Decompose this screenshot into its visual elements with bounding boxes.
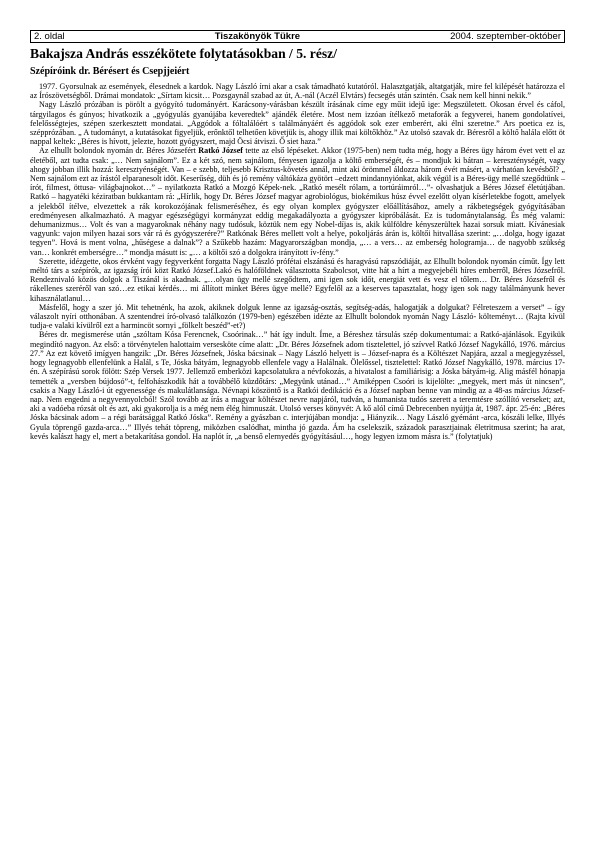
- article-body: [30, 82, 565, 441]
- article-title: Bakajsza András esszékötete folytatásokban / 5. rész/: [30, 46, 337, 61]
- paragraph: Béres dr. megismerése után „szóltam Kósa Ferencnek, Csoórinak…” hát így indult. Íme, a Béreshez társulás szép dokumentumai: a Ratkó-ajánlások. Egyikük megindító nagyon. Az első: a törvénytelen halottaim versesköte címe alatt: „Dr. Béres Józsefnek adom tisztelettel, jó szívvel Ratkó József Nagykálló, 1976. március 27.” Az ezt követő imígyen hangzik: „Dr. Béres Józsefnek, Jóska bácsinak – Nagy László helyett is – József-napra és a Költészet Napjára, azzal a megjegyzéssel, hogy legnagyobb ellenfelünk a Halál, s Te, Jóska bátyám, legnagyobb ellenfele vagy a Halálnak. Ölelőssel, tisztelettel: Ratkó József Nagykálló, 1978. március 17-én. A szépírású sorok fölött: Szép Versek 1977. Jellemző emberközi kapcsolatukra a névfokozás, a hivatalost a familiárisig: a Jóska bátyám-ig. Alig másfél hónapja temették a „versben bújdosó”-t, felfohászkodik hát a továbbélő küzdőtárs: „Megyünk utánad…” Amiképpen Csoóri is kijelölte: „megyek, mert más út nincsen”, csakis a Nagy László-i út egyenessége és makulátlansága. Névnapi köszöntő is a Ratkói dedikáció és a József napban benne van mindig az a 48-as március József-nap. Nem engedni a negyvennyolcból! Szól tovább az írás a magyar költészet nevre napjáról, tudván, a humanista tudós szerett a teremtésre szóllító verseket; azt, aki a vadóeba rózsát olt és azt, aki gyakorolja is a még nem élég himnuszát. Utolsó verses könyvét: A kő alól című Debrecenben nyújtja át, 1987. ápr. 25-én: „Béres Jóska bácsinak adom – a régi barátsággal Ratkó Jóska”. Remény a gyászban c. interjújában mondja: „ Hiányzik… Nagy László gyémánt -arca, kószáli lelke, Illyés Gyula töprengő gazda-arca…” Illyés tehát töpreng, miközben csalódhat, mintha jó gazda. Ám ha cselekszik, századok parasztjainak életritmusa szerint; ha arat, kevés kalászt hagy el, mert a betakarítása gondol. Ha naplót ír, „a benső elernyedés gyógyításául…, hogy legyen izmom másra is.” (folytatjuk): [30, 330, 565, 441]
- issue-date: 2004. szeptember-október: [450, 31, 561, 42]
- page: [30, 30, 565, 441]
- paragraph: 1977. Gyorsulnak az események, élesednek a kardok. Nagy László írni akar a csak támadható kutatóról. Halasztgatják, altatgatják, mire fel kilépését határozza el az Írószövetségből. Drámai mondatok: „Sírtam kicsit… Pozsgaynál szabad az út, A.-nál (Aczél Elvtárs) fecsegés után szintén. Csak nem kell hinni nekik.”: [30, 82, 565, 101]
- paragraph: [30, 146, 565, 256]
- paragraph: Nagy László prózában is pörölt a gyógyító tudományért. Karácsony-várásban készült írásának címe egy műit idejű ige: Megszületett. Okosan érvel és cáfol, tárgyilagos és gúnyos; hivatkozik a „gyógyulás gyanújába keveredtek” ajándék életére. Most nem izzóan ítélkező metaforák a fegyverei, hanem gondolatívei, felelősségtejes, szépen szerkesztett mondatai. „Aggódok a fóltalálóért s találmányáért és aggódok sok ezer emberért, aki élni szeretne.” Ars poetica ez is, szépprózában. „ A tudományt, a kutatásokat figyeljük, erőnktől telhetően követjük is, ahogy illik mai költőkhöz.” Az utolsó szavak dr. Béresről a költő halála előtt öt nappal keltek: „Béres is hívott, jelezte, hozott gyógyszert, majd Öcsi átviszi. Ő siet haza.”: [30, 100, 565, 147]
- author-name: Ratkó József: [198, 146, 243, 156]
- paragraph: Szerette, idézgette, okos érvként vagy fegyverként forgatta Nagy László prófétai elszánású és haragvású rapszódiáját, az Elhullt bolondok nyomán címűt. Így lett méltó társ a szépírók, az igazság írói közt Ratkó József.Lakó és halóföldnek választotta Szabolcsot, vitte hát a hírt a megyejebéli híres emberről, Béres Józsefről. Rendeznivaló közös dolgok a Tiszánál is akadnak. „…olyan ügy mellé szegődtem, ami igen sok időt, energiát vett és vesz el tőlem… Dr. Béres Józsefről és rákellenes szeréről van szó…ez etikai kérdés… mi állított minket Béres ügye mellé? Egyfelől az a keserves tapasztalat, hogy igen sok nagy találmányunk hever kihasználatlanul…: [30, 256, 565, 303]
- page-number: 2. oldal: [34, 31, 65, 42]
- publication-name: Tiszakönyök Tükre: [214, 31, 301, 42]
- page-header: [30, 30, 565, 43]
- paragraph-text: tette az első lépéseket. Akkor (1975-ben) nem tudta még, hogy a Béres ügy három évet vett el az életéből, azt tudta csak: „… Nem sajnálom”. Ez a két szó, nem sajnálom, fényesen igazolja a költő emberségét, és – mondjuk ki bátran – kereszténységét, vagy ahogy jobban illik hozzá: keresztyénségét. Van – e szebb, teljesebb Krisztus-követés annál, mint aki örömmel áldozza három évét másért, a várhatóan kevésből? „ Nem sajnálom ezt az írástól elparanesolt időt. Keserűség, düh és jó remény váltókáza gyötört –edzett mindannyiónkat, akik végül is a Béres-ügy mellé szegődtünk – írót, filmest, öttusa- világbajnokot…” – nyilatkozta Ratkó a Mozgó Képek-nek. „Ratkó mesélt rólam, a tortúráimról…”- olvashatjuk a Béres József életútjában. Ratkó – hagyatéki kéziratban bukkantam rá: „Hírlik, hogy Dr. Béres József magyar agrobiológus, biokémikus húsz évvel ezelőtt olyan kísérletekbe fogott, amelyek a jelekből ítélve, elvezettek a rák korokozójának felismeréséhez, és egy olyan komplex gyógyszer előállításához, amely a rákbetegségek gyógyításában eredményesen alkalmazható. A magyar egészségügyi kormányzat eddig megakadályozta a gyógyszer kipróbálását. Ez is tudománytalanság. És még valami: dehumanizmus… Volt és van a magyaroknak néhány nagy tudósuk, köztük nem egy Nobel-díjas is, akik külföldre kényszerültek hazai sorsuk miatt. Kívánesiak vagyunk: vajon milyen hazai sors vár rá és gyógyszerére?” Ratkónak Béres mellett volt a helye, pokoljárás árán is, költői hitvallása szerint: „…dolga, hogy igazat tegyen”. Hová is ment volna, „hűségese a dalnak”? a Szűkebb hazám: Magyarországban mondja, „… a vers… az emberség hologramja… de nagyobb szükség van… konkrét emberségre…” mondja másutt is: „… a költői szó a dolgokra irányított ív-fény.”: [30, 146, 565, 257]
- paragraph-text: Az elhullt bolondok nyomán dr. Béres Józsefért: [39, 146, 199, 156]
- article-subtitle: Szépíróink dr. Bérésert és Csepjjeiért: [30, 66, 190, 77]
- paragraph: Másfelől, hogy a szer jó. Mit tehetnénk, ha azok, akiknek dolguk lenne az igazság-osztás, segítség-adás, halogatják a dolgukat? Félreteszem a verset” – így válaszolt nyíri otthonában. A szentendrei író-olvasó találkozón (1979-ben) egészében idézte az Elhullt bolondok nyomán Nagy László- költeményt… (Rajta kívül tudja-e valaki kívülről ezt a harmincöt sornyi „fölkelt beszéd”-et?): [30, 302, 565, 331]
